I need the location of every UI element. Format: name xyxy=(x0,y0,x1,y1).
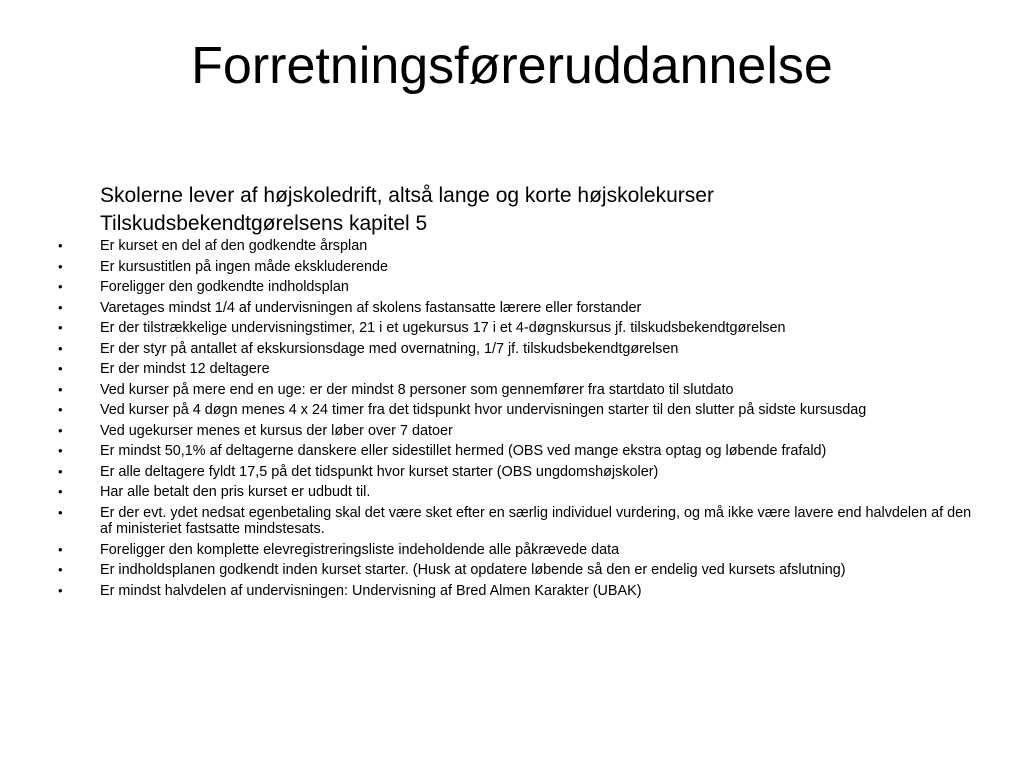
bullet-item xyxy=(58,505,978,538)
bullet-item xyxy=(58,583,978,600)
bullet-text: Er der evt. ydet nedsat egenbetaling skal det være sket efter en særlig individuel vurdering, og må ikke være lavere end halvdelen af den af ministeriet fastsatte mindstesats. xyxy=(100,504,972,537)
bullet-icon: • xyxy=(58,381,63,397)
bullet-text: Er mindst halvdelen af undervisningen: Undervisning af Bred Almen Karakter (UBAK) xyxy=(100,582,642,599)
bullet-icon: • xyxy=(58,258,63,274)
bullet-icon: • xyxy=(58,562,63,577)
bullet-text: Foreligger den komplette elevregistreringsliste indeholdende alle påkrævede data xyxy=(100,541,620,558)
bullet-item xyxy=(58,484,978,501)
bullet-text: Ved ugekurser menes et kursus der løber over 7 datoer xyxy=(100,422,453,439)
bullet-item xyxy=(58,542,978,559)
bullet-icon: • xyxy=(58,541,63,557)
bullet-item xyxy=(58,562,978,579)
bullet-text: Er der styr på antallet af ekskursionsdage med overnatning, 1/7 jf. tilskudsbekendtgørelsen xyxy=(100,340,679,357)
bullet-text: Er kursustitlen på ingen måde ekskluderende xyxy=(100,258,388,275)
bullet-text: Ved kurser på 4 døgn menes 4 x 24 timer fra det tidspunkt hvor undervisningen starter til den slutter på sidste kursusdag xyxy=(100,402,867,418)
bullet-item xyxy=(58,423,978,440)
bullet-icon: • xyxy=(58,238,63,253)
slide-content xyxy=(58,182,978,603)
bullet-icon: • xyxy=(58,279,63,294)
bullet-icon: • xyxy=(58,402,63,417)
bullet-icon: • xyxy=(58,443,63,458)
bullet-item xyxy=(58,341,978,358)
bullet-item xyxy=(58,464,978,481)
bullet-text: Er mindst 50,1% af deltagerne danskere eller sidestillet hermed (OBS ved mange ekstra optag og løbende frafald) xyxy=(100,443,827,459)
bullet-icon: • xyxy=(58,582,63,598)
bullet-text: Er indholdsplanen godkendt inden kurset starter. (Husk at opdatere løbende så den er endelig ved kursets afslutning) xyxy=(100,562,846,578)
bullet-icon: • xyxy=(58,340,63,356)
bullet-text: Er kurset en del af den godkendte årsplan xyxy=(100,238,368,254)
bullet-icon: • xyxy=(58,361,63,376)
bullet-icon: • xyxy=(58,299,63,315)
bullet-text: Foreligger den godkendte indholdsplan xyxy=(100,279,349,295)
bullet-item xyxy=(58,320,978,337)
bullet-icon: • xyxy=(58,504,63,520)
bullet-text: Varetages mindst 1/4 af undervisningen af skolens fastansatte lærere eller forstander xyxy=(100,299,642,316)
bullet-list xyxy=(58,238,978,599)
bullet-item xyxy=(58,259,978,276)
bullet-item xyxy=(58,382,978,399)
bullet-text: Ved kurser på mere end en uge: er der mindst 8 personer som gennemfører fra startdato til slutdato xyxy=(100,381,734,398)
bullet-item xyxy=(58,402,978,419)
bullet-item xyxy=(58,300,978,317)
intro-line: Tilskudsbekendtgørelsens kapitel 5 xyxy=(100,212,428,235)
slide-title: Forretningsføreruddannelse xyxy=(191,37,833,95)
bullet-item xyxy=(58,361,978,378)
bullet-text: Er der tilstrækkelige undervisningstimer, 21 i et ugekursus 17 i et 4-døgnskursus jf. tilskudsbekendtgørelsen xyxy=(100,320,786,336)
bullet-icon: • xyxy=(58,422,63,438)
bullet-item xyxy=(58,443,978,460)
bullet-item xyxy=(58,238,978,255)
intro-line: Skolerne lever af højskoledrift, altså lange og korte højskolekurser xyxy=(100,184,714,207)
bullet-text: Er der mindst 12 deltagere xyxy=(100,361,270,377)
bullet-icon: • xyxy=(58,320,63,335)
bullet-icon: • xyxy=(58,484,63,499)
bullet-icon: • xyxy=(58,463,63,479)
bullet-text: Er alle deltagere fyldt 17,5 på det tidspunkt hvor kurset starter (OBS ungdomshøjskoler) xyxy=(100,463,659,480)
bullet-text: Har alle betalt den pris kurset er udbudt til. xyxy=(100,484,371,500)
bullet-item xyxy=(58,279,978,296)
